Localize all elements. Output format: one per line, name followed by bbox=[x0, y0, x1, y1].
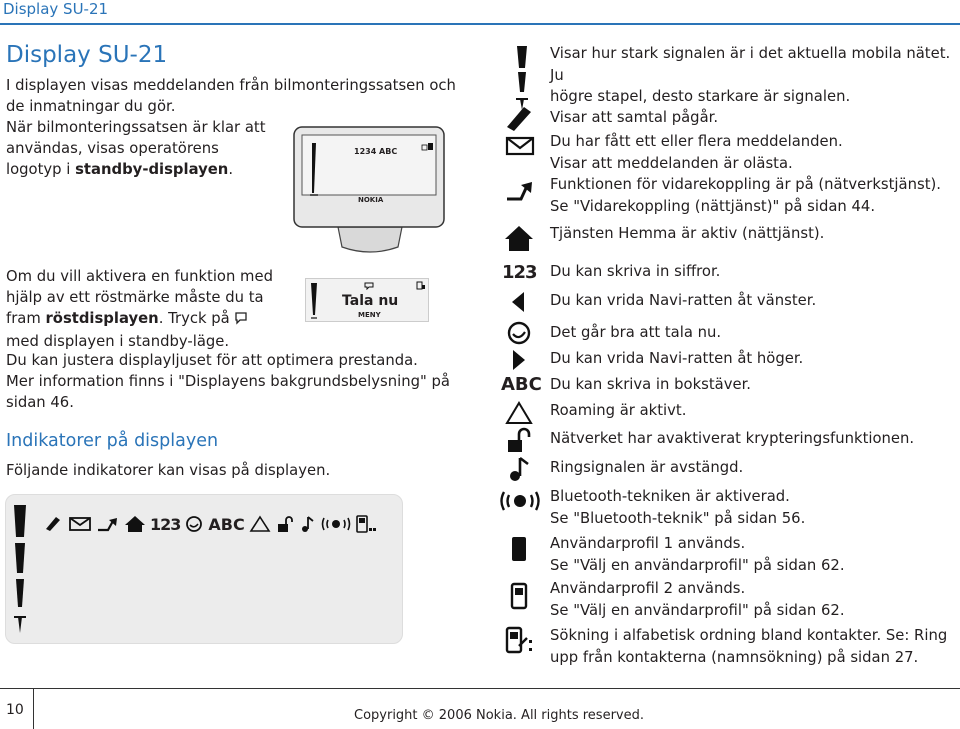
voice-line: med displayen i standby-läge. bbox=[6, 333, 230, 350]
ringtone-off-icon bbox=[299, 515, 317, 533]
alpha-search-icon bbox=[503, 624, 537, 658]
page-header bbox=[0, 0, 960, 23]
home-icon bbox=[504, 223, 534, 253]
ringtone-off-icon bbox=[505, 454, 535, 484]
standby-line: användas, visas operatörens bbox=[6, 140, 219, 157]
unlocked-icon bbox=[275, 515, 295, 533]
letters-icon: ABC bbox=[208, 514, 245, 534]
bluetooth-icon bbox=[321, 515, 351, 533]
call-icon bbox=[504, 104, 534, 134]
voice-paragraph bbox=[6, 266, 306, 352]
indicator-description: Användarprofil 1 används. Se "Välj en användarprofil" på sidan 62. bbox=[550, 535, 845, 574]
car-kit-display-illustration bbox=[290, 123, 450, 255]
backlight-paragraph bbox=[6, 350, 476, 413]
indicator-description: Bluetooth-tekniken är aktiverad. Se "Bluetooth-teknik" på sidan 56. bbox=[550, 488, 806, 527]
voice-display-illustration bbox=[305, 278, 429, 322]
indicator-description: Du kan skriva in bokstäver. bbox=[550, 376, 752, 393]
call-forward-icon bbox=[96, 515, 120, 533]
speak-now-icon bbox=[504, 318, 534, 348]
copyright: Copyright © 2006 Nokia. All rights reserved. bbox=[354, 708, 644, 723]
profile-1-icon bbox=[504, 534, 534, 564]
voice-display-term: röstdisplayen bbox=[45, 310, 159, 327]
indicator-description: Ringsignalen är avstängd. bbox=[550, 459, 744, 476]
envelope-icon bbox=[68, 515, 92, 533]
standby-line: När bilmonteringssatsen är klar att bbox=[6, 119, 266, 136]
roaming-icon bbox=[504, 398, 534, 428]
arrow-left-icon bbox=[504, 287, 534, 317]
profile-icon bbox=[355, 515, 377, 533]
voice-line: hjälp av ett röstmärke måste du ta bbox=[6, 289, 264, 306]
backlight-line: Mer information finns i "Displayens bakgrundsbelysning" på bbox=[6, 373, 450, 390]
digits-icon: 123 bbox=[150, 514, 181, 534]
indicator-description: Visar att samtal pågår. bbox=[550, 109, 719, 126]
indicator-description: Användarprofil 2 används. Se "Välj en användarprofil" på sidan 62. bbox=[550, 580, 845, 619]
voice-screen-title: Tala nu bbox=[342, 293, 399, 309]
intro-paragraph: I displayen visas meddelanden från bilmonteringssatsen och de inmatningar du gör. bbox=[6, 77, 456, 115]
profile-2-icon bbox=[504, 581, 534, 611]
indicator-description: Du kan vrida Navi-ratten åt höger. bbox=[550, 350, 804, 367]
indicator-description: Sökning i alfabetisk ordning bland kontakter. Se: Ring upp från kontakterna (namnsökning) på sidan 27. bbox=[550, 627, 948, 666]
voice-screen-softkey: MENY bbox=[358, 311, 381, 319]
nokia-logo: NOKIA bbox=[358, 196, 384, 204]
unlocked-icon bbox=[505, 425, 535, 455]
roaming-icon bbox=[249, 515, 271, 533]
digits-icon: 123 bbox=[502, 262, 537, 283]
indicator-description: Du kan skriva in siffror. bbox=[550, 263, 721, 280]
standby-paragraph bbox=[6, 117, 286, 180]
speech-bubble-icon bbox=[234, 310, 248, 331]
indicator-description: Visar hur stark signalen är i det aktuella mobila nätet. Ju högre stapel, desto starkare är signalen. bbox=[550, 45, 951, 105]
indicator-description: Du har fått ett eller flera meddelanden. Visar att meddelanden är olästa. bbox=[550, 133, 843, 172]
page-number: 10 bbox=[6, 702, 24, 718]
indicator-description: Roaming är aktivt. bbox=[550, 402, 687, 419]
backlight-line: Du kan justera displayljuset för att optimera prestanda. bbox=[6, 352, 418, 369]
indicator-description: Funktionen för vidarekoppling är på (nätverkstjänst). Se "Vidarekoppling (nättjänst)" på sidan 44. bbox=[550, 176, 941, 215]
call-icon bbox=[42, 515, 64, 533]
section-title: Display SU-21 bbox=[6, 42, 168, 68]
indicator-description: Tjänsten Hemma är aktiv (nättjänst). bbox=[550, 225, 825, 242]
indicator-description: Nätverket har avaktiverat krypteringsfunktionen. bbox=[550, 430, 915, 447]
signal-strength-icon bbox=[507, 44, 537, 74]
voice-line: Om du vill aktivera en funktion med bbox=[6, 268, 273, 285]
bluetooth-icon bbox=[499, 486, 541, 516]
arrow-right-icon bbox=[504, 345, 534, 375]
standby-display-term: standby-displayen bbox=[75, 161, 229, 178]
call-forward-icon bbox=[505, 175, 535, 205]
header-rule bbox=[0, 23, 960, 25]
backlight-line: sidan 46. bbox=[6, 394, 74, 411]
envelope-icon bbox=[505, 131, 535, 161]
header-title: Display SU-21 bbox=[3, 0, 109, 18]
page-number-box bbox=[0, 688, 34, 729]
indicator-display-illustration bbox=[5, 494, 403, 644]
voice-line: fram röstdisplayen. Tryck på bbox=[6, 308, 306, 331]
indicators-heading: Indikatorer på displayen bbox=[6, 431, 219, 451]
letters-icon: ABC bbox=[501, 374, 542, 395]
home-icon bbox=[124, 515, 146, 533]
standby-line: logotyp i standby-displayen. bbox=[6, 161, 234, 178]
indicator-description: Det går bra att tala nu. bbox=[550, 324, 722, 341]
speak-now-icon bbox=[184, 515, 204, 533]
indicator-description: Du kan vrida Navi-ratten åt vänster. bbox=[550, 292, 817, 309]
display-screen-text: 1234 ABC bbox=[354, 147, 398, 156]
indicator-strip bbox=[42, 511, 377, 537]
indicators-intro: Följande indikatorer kan visas på displayen. bbox=[6, 462, 331, 479]
footer-rule bbox=[0, 688, 960, 689]
